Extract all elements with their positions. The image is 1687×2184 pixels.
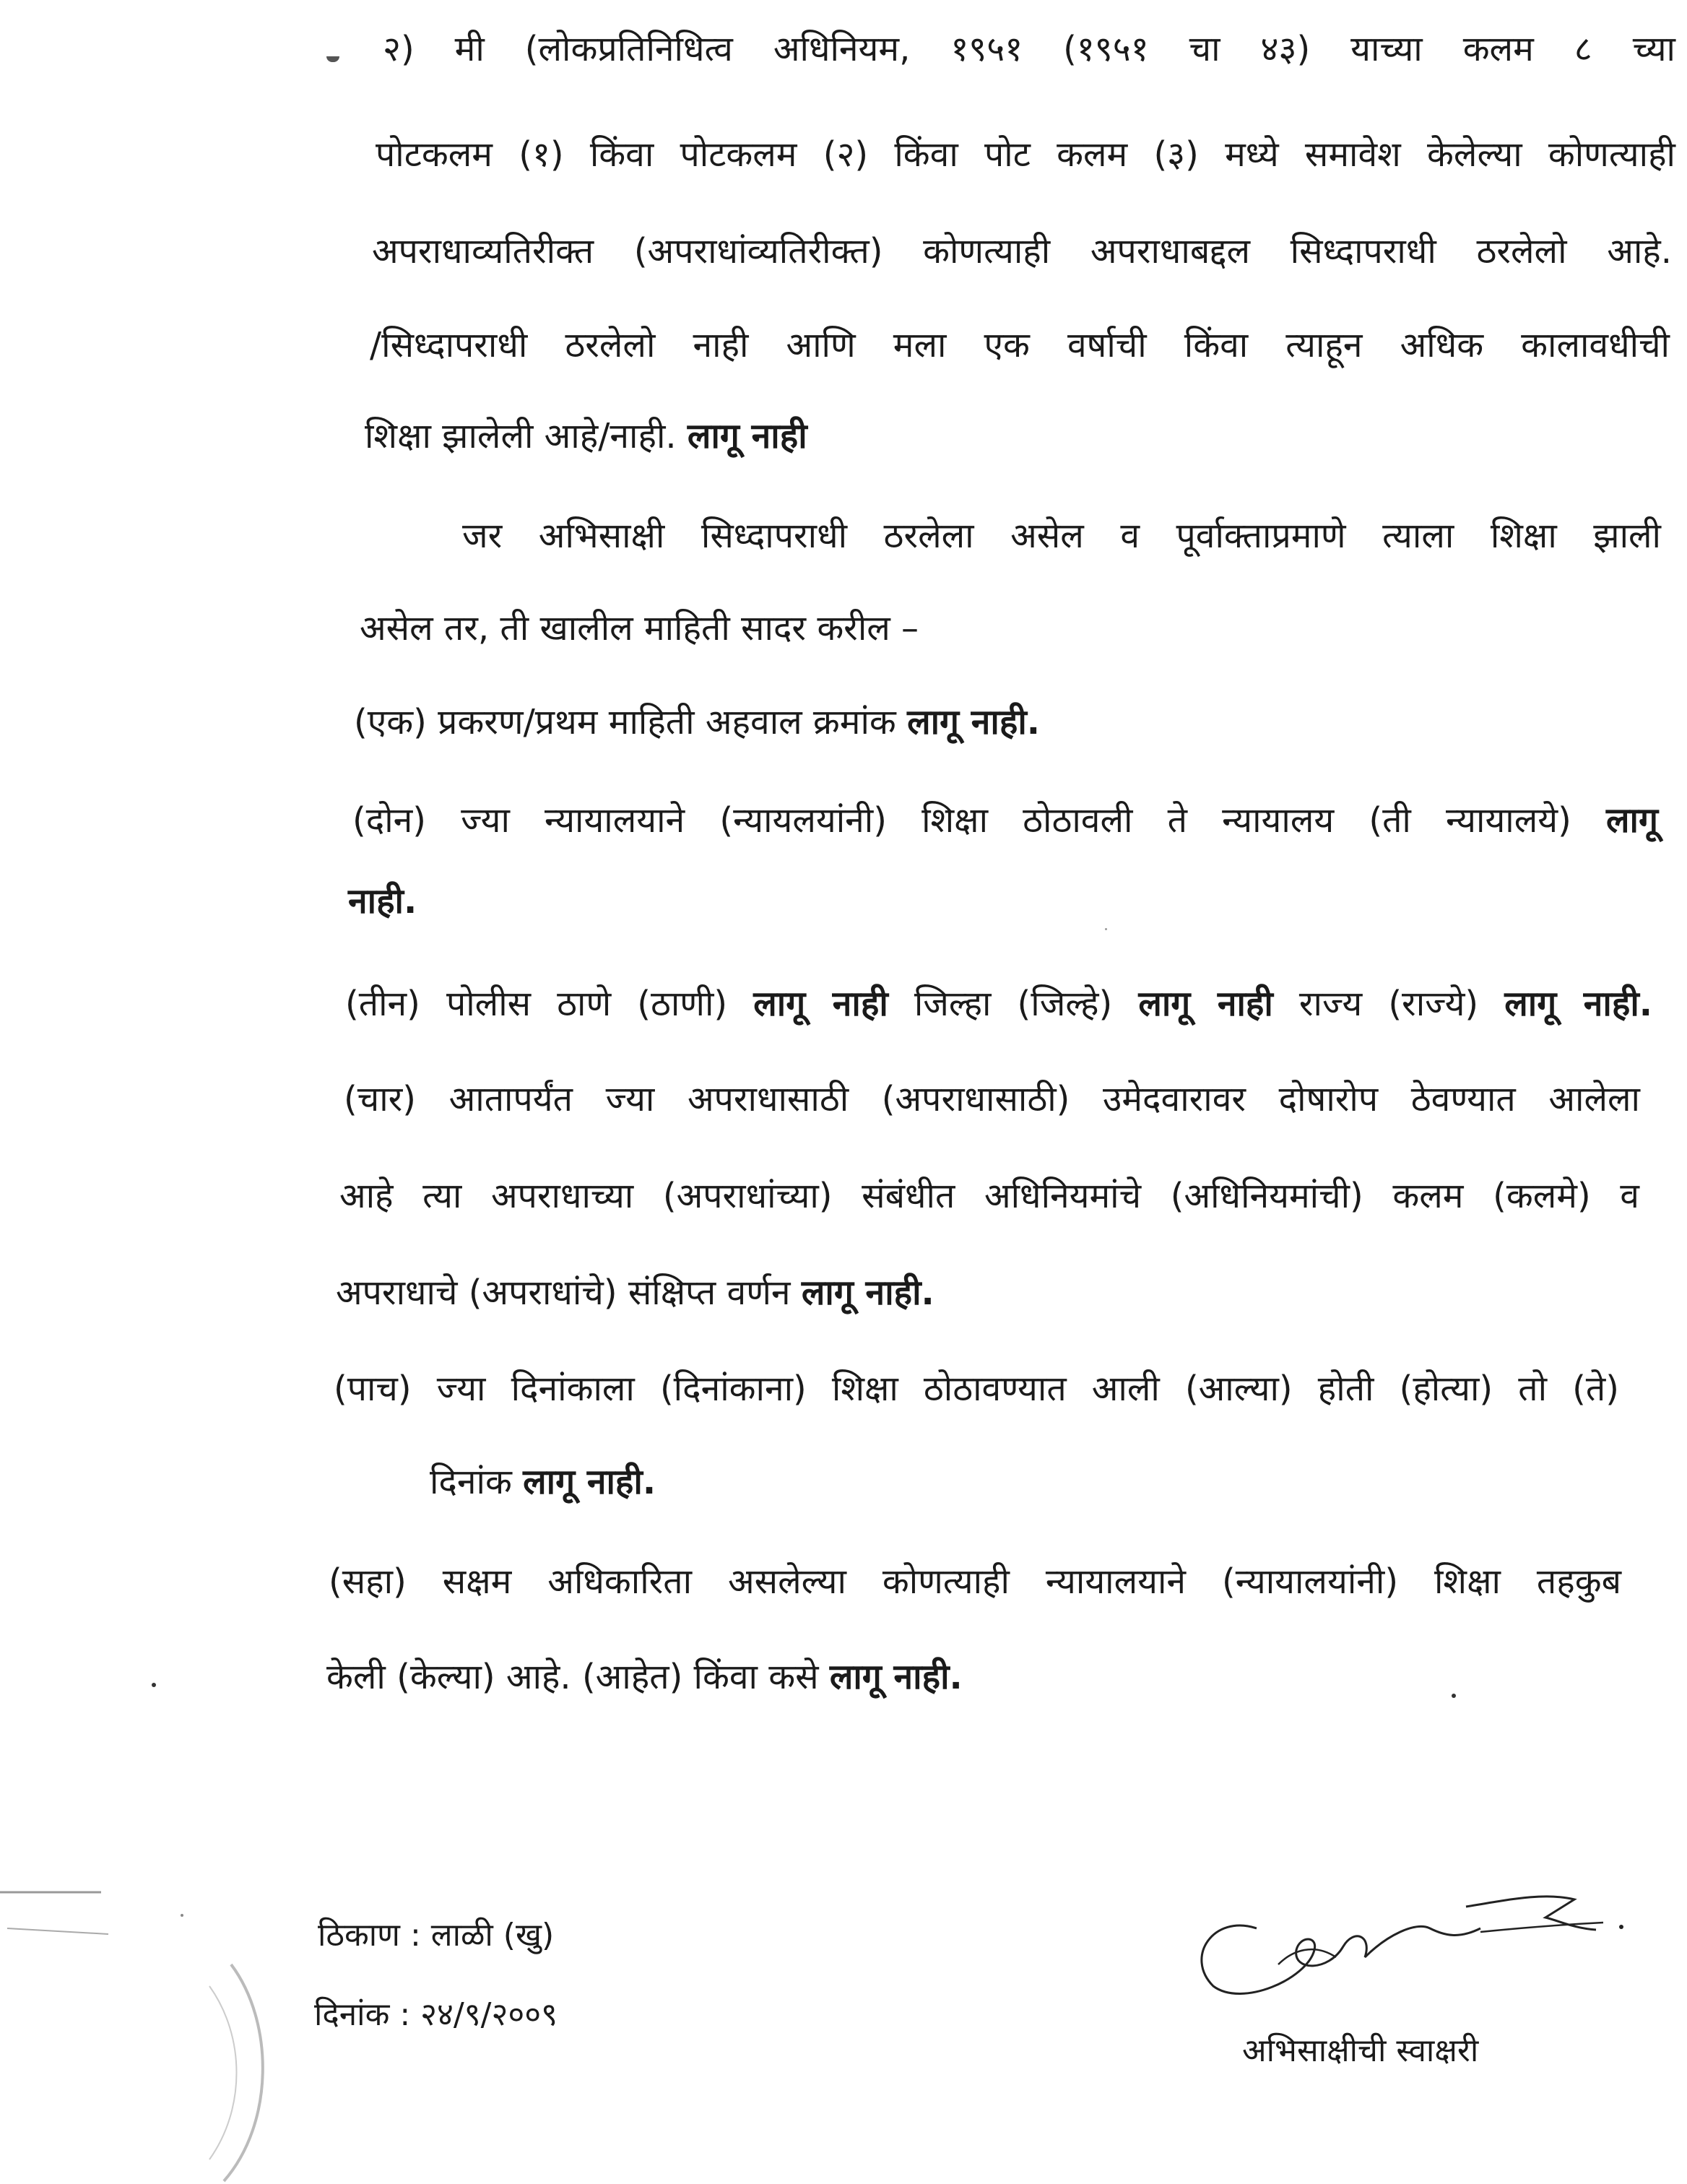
item6-line-2: केली (केल्या) आहे. (आहेत) किंवा कसे लागू नाही. (326, 1657, 963, 1697)
item3-line: (तीन) पोलीस ठाणे (ठाणी) लागू नाही जिल्हा (जिल्हे) लागू नाही राज्य (राज्ये) लागू नाही. (345, 984, 1652, 1024)
stamp-fragment (0, 1849, 303, 2184)
signature (1170, 1878, 1632, 2015)
speck-1 (152, 1683, 156, 1687)
para1-line-4: /सिध्दापराधी ठरलेलो नाही आणि मला एक वर्षाची किंवा त्याहून अधिक कालावधीची (370, 325, 1670, 365)
item4-line-3: अपराधाचे (अपराधांचे) संक्षिप्त वर्णन लागू नाही. (336, 1273, 934, 1313)
para1-line-1: २) मी (लोकप्रतिनिधित्व अधिनियम, १९५१ (१९५१ चा ४३) याच्या कलम ८ च्या (383, 29, 1675, 69)
date-line: दिनांक : २४/९/२००९ (314, 1996, 558, 2033)
item1-line: (एक) प्रकरण/प्रथम माहिती अहवाल क्रमांक लागू नाही. (354, 702, 1041, 742)
item4-line-1: (चार) आतापर्यंत ज्या अपराधासाठी (अपराधासाठी) उमेदवारावर दोषारोप ठेवण्यात आलेला (344, 1079, 1640, 1119)
item4-line-2: आहे त्या अपराधाच्या (अपराधांच्या) संबंधीत अधिनियमांचे (अधिनियमांची) कलम (कलमे) व (339, 1176, 1639, 1216)
para1-line-2: पोटकलम (१) किंवा पोटकलम (२) किंवा पोट कलम (३) मध्ये समावेश केलेल्या कोणत्याही (376, 134, 1675, 175)
speck-4 (1105, 928, 1107, 930)
not-applicable-1: लागू नाही (687, 416, 807, 456)
para2-line-2: असेल तर, ती खालील माहिती सादर करील – (360, 608, 919, 649)
para2-line-1: जर अभिसाक्षी सिध्दापराधी ठरलेला असेल व पूर्वाक्ताप्रमाणे त्याला शिक्षा झाली (462, 516, 1661, 556)
item2-line-2: नाही. (348, 881, 417, 922)
item5-line-2: दिनांक लागू नाही. (430, 1462, 656, 1502)
item2-line-1: (दोन) ज्या न्यायालयाने (न्यायलयांनी) शिक्षा ठोठावली ते न्यायालय (ती न्यायालये) लागू (352, 800, 1659, 841)
mark-top-left (326, 56, 339, 62)
signature-caption: अभिसाक्षीची स्वाक्षरी (1242, 2032, 1479, 2069)
speck-3 (181, 1914, 183, 1917)
para1-line-5: शिक्षा झालेली आहे/नाही. लागू नाही (365, 416, 807, 456)
para1-line-3: अपराधाव्यतिरीक्त (अपराधांव्यतिरीक्त) कोणत्याही अपराधाबद्दल सिध्दापराधी ठरलेलो आहे. (372, 231, 1672, 272)
place-line: ठिकाण : लाळी (खु) (318, 1917, 555, 1954)
speck-2 (1452, 1694, 1456, 1698)
item5-line-1: (पाच) ज्या दिनांकाला (दिनांकाना) शिक्षा ठोठावण्यात आली (आल्या) होती (होत्या) तो (ते) (334, 1369, 1619, 1409)
not-applicable-2: लागू नाही. (907, 702, 1041, 742)
item6-line-1: (सहा) सक्षम अधिकारिता असलेल्या कोणत्याही न्यायालयाने (न्यायालयांनी) शिक्षा तहकुब (329, 1561, 1621, 1602)
